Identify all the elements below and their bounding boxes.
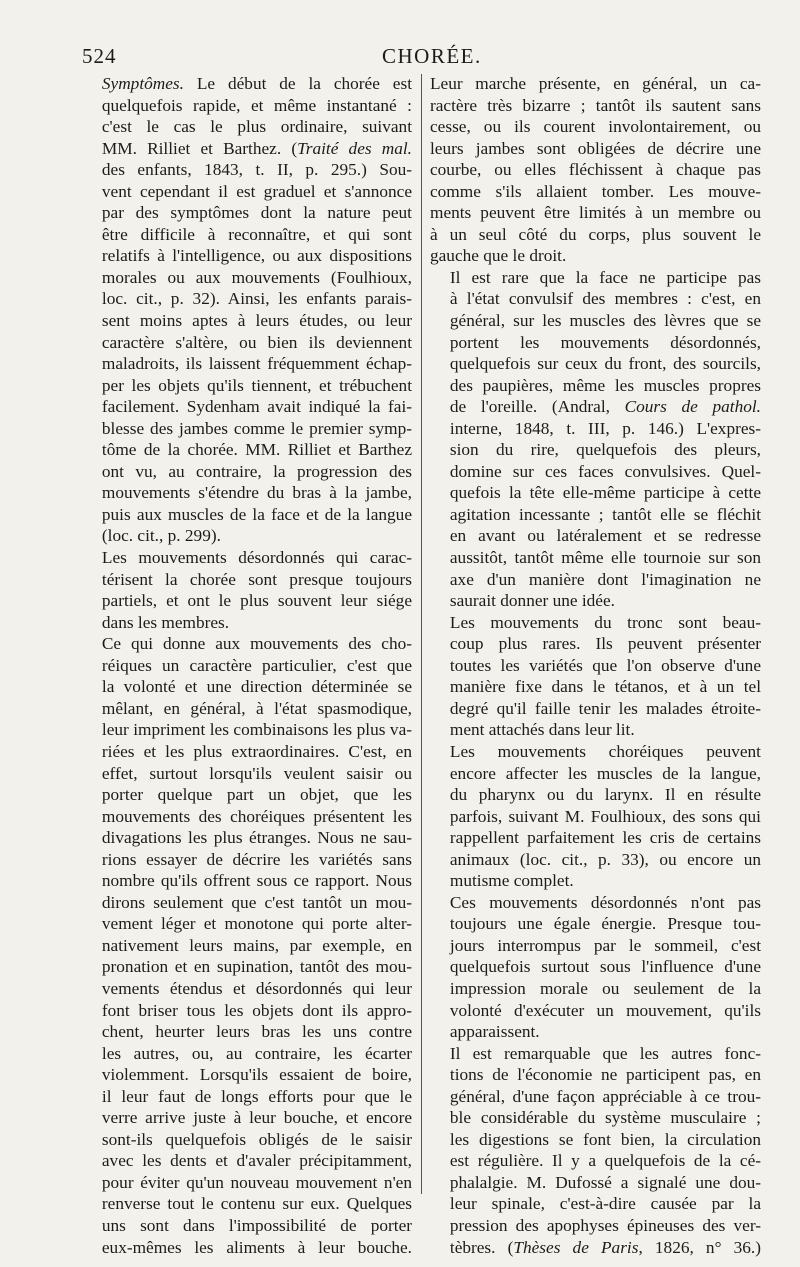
paragraph-symptomes: Symptômes. Le début de la chorée est quelquefois rapide, et même instantané : c'est le cas le plus ordinaire, suivant MM. Rilliet et Barthez. (Traité des mal. des enfants, 1843, t. II, p. 295.) Sou- vent cependant il est graduel et s'annonce par des symptômes dont la nature peut être difficile à reconnaître, et qui sont relatifs à l'intelligence, ou aux dispositions morales ou aux mouvements (Foulhioux, loc. cit., p. 32). Ainsi, les enfants parais- sent moins aptes à leurs études, ou leur caractère s'altère, ou bien ils deviennent maladroits, ils laissent fréquemment échap- per les objets qu'ils tiennent, et trébuchent facilement. Sydenham avait indiqué la fai- blesse des jambes comme le premier symp- tôme de la chorée. MM. Rilliet et Barthez ont vu, au contraire, la progression des mouvements s'étendre du bras à la jambe, puis aux muscles de la face et de la langue (loc. cit., p. 299). bbox=[101, 74, 412, 546]
page-header bbox=[82, 44, 760, 70]
right-column bbox=[430, 73, 761, 1258]
paragraph-tongue-larynx: Les mouvements choréiques peuvent encore affecter les muscles de la langue, du pharynx ou du larynx. Il en résulte parfois, suivant M. Foulhioux, des sons qui rappellent parfaitement les cris de certains animaux (loc. cit., p. 33), ou encore un mutisme complet. bbox=[449, 741, 761, 891]
paragraph-other-functions: Il est remarquable que les autres fonc- tions de l'économie ne participent pas, en général, d'une façon appréciable à ce trou- ble considérable du système musculaire ; les digestions se font bien, la circulation est régulière. Il y a quelquefois de la cé- phalalgie. M. Dufossé a signalé une dou- leur spinale, c'est-à-dire causée par la pression des apophyses épineuses des ver- tèbres. (Thèses de Paris, 1826, n° 36.) bbox=[449, 1043, 761, 1257]
paragraph-partial-movements: Les mouvements désordonnés qui carac- térisent la chorée sont presque toujours partiels, et ont le plus souvent leur siége dans les membres. bbox=[101, 548, 412, 632]
section-lead: Symptômes. bbox=[101, 74, 184, 93]
paragraph-trunk: Les mouvements du tronc sont beau- coup plus rares. Ils peuvent présenter toutes les variétés que l'on observe d'une manière fixe dans le tétanos, et à un tel degré qu'il faille tenir les malades étroite- ment attachés dans leur lit. bbox=[449, 612, 761, 740]
left-column bbox=[82, 73, 412, 1258]
column-divider bbox=[421, 74, 422, 1194]
page-number: 524 bbox=[82, 44, 117, 68]
paragraph-energy: Ces mouvements désordonnés n'ont pas toujours une égale énergie. Presque tou- jours interrompus par le sommeil, c'est quelquefois surtout sous l'influence d'une impression morale ou seulement de la volonté d'exécuter un mouvement, qu'ils apparaissent. bbox=[449, 892, 761, 1042]
running-title: CHORÉE. bbox=[382, 44, 482, 68]
paragraph-gait: Leur marche présente, en général, un ca- ractère très bizarre ; tantôt ils sautent sans cesse, ou ils courent involontairement, ou leurs jambes sont obligées de décrire une courbe, ou elles fléchissent à chaque pas comme s'ils allaient tomber. Les mouve- ments peuvent être limités à un membre ou à un seul côté du corps, plus souvent le gauche que le droit. bbox=[430, 74, 761, 266]
paragraph-choreic-character: Ce qui donne aux mouvements des cho- réiques un caractère particulier, c'est que la volonté et une direction déterminée se mêlant, en général, à l'état spasmodique, leur impriment les combinaisons les plus va- riées et les plus extraordinaires. C'est, en effet, surtout lorsqu'ils veulent saisir ou porter quelque part un objet, que les mouvements des choréiques présentent les divagations les plus étranges. Nous ne sau- rions essayer de décrire les variétés sans nombre qu'ils offrent sous ce rapport. Nous dirons seulement que c'est tantôt un mou- vement léger et monotone qui porte alter- nativement leurs mains, par exemple, en pronation et en supination, tantôt des mou- vements étendus et désordonnés qui leur font briser tous les objets dont ils appro- chent, heurter leurs bras les uns contre les autres, ou, au contraire, les écarter violemment. Lorsqu'ils essaient de boire, il leur faut de longs efforts pour que le verre arrive juste à leur bouche, et encore sont-ils quelquefois obligés de le saisir avec les dents et d'avaler précipitamment, pour éviter qu'un nouveau mouvement n'en renverse tout le contenu sur eux. Quelques uns sont dans l'impossibilité de porter eux-mêmes les aliments à leur bouche. bbox=[101, 634, 412, 1257]
paragraph-face: Il est rare que la face ne participe pas à l'état convulsif des membres : c'est, en général, sur les muscles des lèvres que se portent les mouvements désordonnés, quelquefois sur ceux du front, des sourcils, des paupières, même les muscles propres de l'oreille. (Andral, Cours de pathol. interne, 1848, t. III, p. 146.) L'expres- sion du rire, quelquefois des pleurs, domine sur ces faces convulsives. Quel- quefois la tête elle-même participe à cette agitation incessante ; tantôt elle se fléchit en avant ou latéralement et se redresse aussitôt, tantôt même elle tournoie sur son axe d'un manière dont l'imagination ne saurait donner une idée. bbox=[449, 267, 761, 611]
